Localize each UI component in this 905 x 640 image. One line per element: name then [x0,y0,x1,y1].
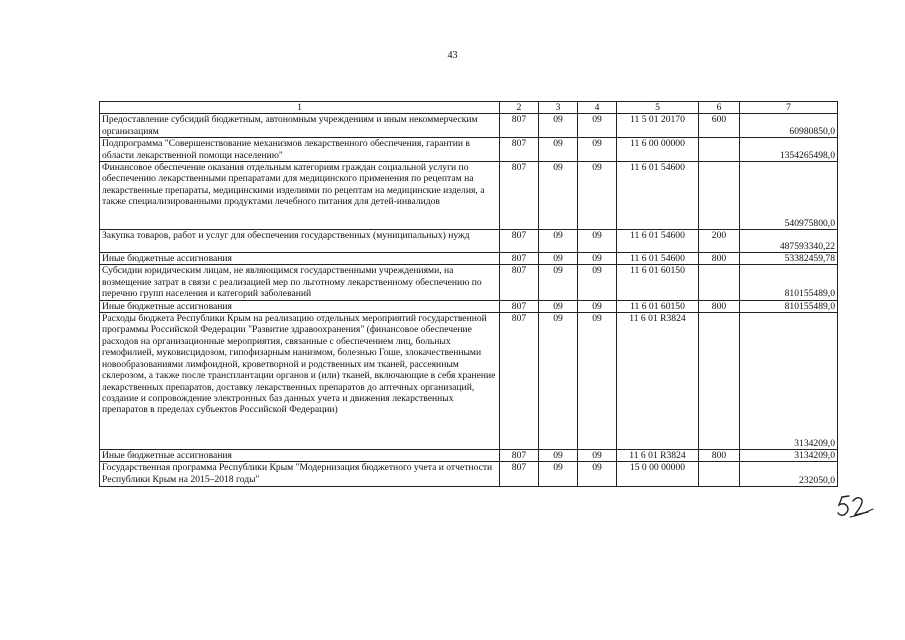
row-code-5: 11 5 01 20170 [617,114,699,138]
handwritten-digit-5-top [842,496,849,497]
header-cell: 6 [699,102,740,114]
budget-table [99,101,838,487]
row-code-4: 09 [578,253,617,265]
row-amount: 810155489,0 [740,265,838,300]
table-row [100,462,838,487]
handwritten-page-mark [836,493,876,519]
row-amount: 3134209,0 [740,313,838,450]
row-code-6 [699,462,740,487]
row-code-3: 09 [539,230,578,253]
row-code-6 [699,313,740,450]
row-name: Иные бюджетные ассигнования [100,300,500,312]
row-code-3: 09 [539,462,578,487]
row-code-6: 600 [699,114,740,138]
row-code-4: 09 [578,450,617,462]
row-name: Иные бюджетные ассигнования [100,253,500,265]
row-name: Предоставление субсидий бюджетным, автономным учреждениям и иным некоммерческим организациям [100,114,500,138]
row-code-2: 807 [500,138,539,162]
row-code-2: 807 [500,300,539,312]
row-code-4: 09 [578,462,617,487]
header-cell: 2 [500,102,539,114]
row-code-3: 09 [539,138,578,162]
row-amount: 1354265498,0 [740,138,838,162]
header-cell: 7 [740,102,838,114]
row-code-5: 11 6 01 54600 [617,162,699,230]
row-code-4: 09 [578,162,617,230]
table-row [100,300,838,312]
row-code-6 [699,138,740,162]
table-row [100,265,838,300]
row-code-5: 11 6 01 54600 [617,253,699,265]
row-amount: 60980850,0 [740,114,838,138]
row-code-3: 09 [539,162,578,230]
page-number: 43 [447,50,458,61]
row-code-5: 11 6 01 60150 [617,265,699,300]
row-code-6: 200 [699,230,740,253]
row-code-2: 807 [500,265,539,300]
header-cell: 3 [539,102,578,114]
row-name: Подпрограмма "Совершенствование механизмов лекарственного обеспечения, гарантии в области лекарственной помощи населению" [100,138,500,162]
row-amount: 540975800,0 [740,162,838,230]
row-code-5: 11 6 01 54600 [617,230,699,253]
row-code-6: 800 [699,450,740,462]
row-amount: 810155489,0 [740,300,838,312]
table-header-row [100,102,838,114]
header-cell: 4 [578,102,617,114]
row-code-5: 15 0 00 00000 [617,462,699,487]
row-name: Расходы бюджета Республики Крым на реализацию отдельных мероприятий государственной программы Российской Федерации "Развитие здравоохранения" (финансовое обеспечение расходов на организационные мероприятия, связанные с обеспечением лиц, больных гемофилией, муковисцидозом, гипофизарным нанизмом, болезнью Гоше, злокачественными новообразованиями лимфоидной, кроветворной и родственных им тканей, рассеянным склерозом, а также после трансплантации органов и (или) тканей, включающие в себя хранение лекарственных препаратов, доставку лекарственных препаратов до аптечных организаций, создание и сопровождение электронных баз данных учета и движения лекарственных препаратов в пределах субъектов Российской Федерации) [100,313,500,450]
row-name: Иные бюджетные ассигнования [100,450,500,462]
header-cell: 1 [100,102,500,114]
row-code-2: 807 [500,114,539,138]
row-code-5: 11 6 01 60150 [617,300,699,312]
row-code-2: 807 [500,313,539,450]
row-code-3: 09 [539,265,578,300]
row-code-4: 09 [578,265,617,300]
row-code-2: 807 [500,450,539,462]
row-code-6: 800 [699,300,740,312]
table-row [100,450,838,462]
table-row [100,114,838,138]
row-code-2: 807 [500,162,539,230]
row-code-6 [699,162,740,230]
row-code-4: 09 [578,138,617,162]
row-code-3: 09 [539,313,578,450]
row-name: Закупка товаров, работ и услуг для обеспечения государственных (муниципальных) нужд [100,230,500,253]
row-amount: 232050,0 [740,462,838,487]
row-code-3: 09 [539,114,578,138]
row-code-2: 807 [500,230,539,253]
row-code-5: 11 6 01 R3824 [617,313,699,450]
row-code-6 [699,265,740,300]
row-amount: 487593340,22 [740,230,838,253]
table-row [100,313,838,450]
row-name: Субсидии юридическим лицам, не являющимся государственными учреждениями, на возмещение затрат в связи с реализацией мер по льготному лекарственному обеспечению по перечню групп населения и категорий заболеваний [100,265,500,300]
row-code-4: 09 [578,114,617,138]
table-row [100,138,838,162]
row-code-4: 09 [578,300,617,312]
header-cell: 5 [617,102,699,114]
table-row [100,253,838,265]
row-code-4: 09 [578,230,617,253]
row-amount: 53382459,78 [740,253,838,265]
row-code-4: 09 [578,313,617,450]
row-name: Государственная программа Республики Крым "Модернизация бюджетного учета и отчетности Республики Крым на 2015–2018 годы" [100,462,500,487]
row-code-5: 11 6 01 R3824 [617,450,699,462]
row-code-2: 807 [500,253,539,265]
row-code-2: 807 [500,462,539,487]
row-code-3: 09 [539,450,578,462]
row-name: Финансовое обеспечение оказания отдельным категориям граждан социальной услуги по обеспечению лекарственными препаратами для медицинского применения по рецептам на лекарственные препараты, медицинскими изделиями по рецептам на медицинские изделия, а также специализированными продуктами лечебного питания для детей-инвалидов [100,162,500,230]
row-code-6: 800 [699,253,740,265]
row-code-3: 09 [539,300,578,312]
table-row [100,162,838,230]
row-code-5: 11 6 00 00000 [617,138,699,162]
row-code-3: 09 [539,253,578,265]
handwritten-digit-5-stroke [838,497,848,515]
row-amount: 3134209,0 [740,450,838,462]
table-row [100,230,838,253]
